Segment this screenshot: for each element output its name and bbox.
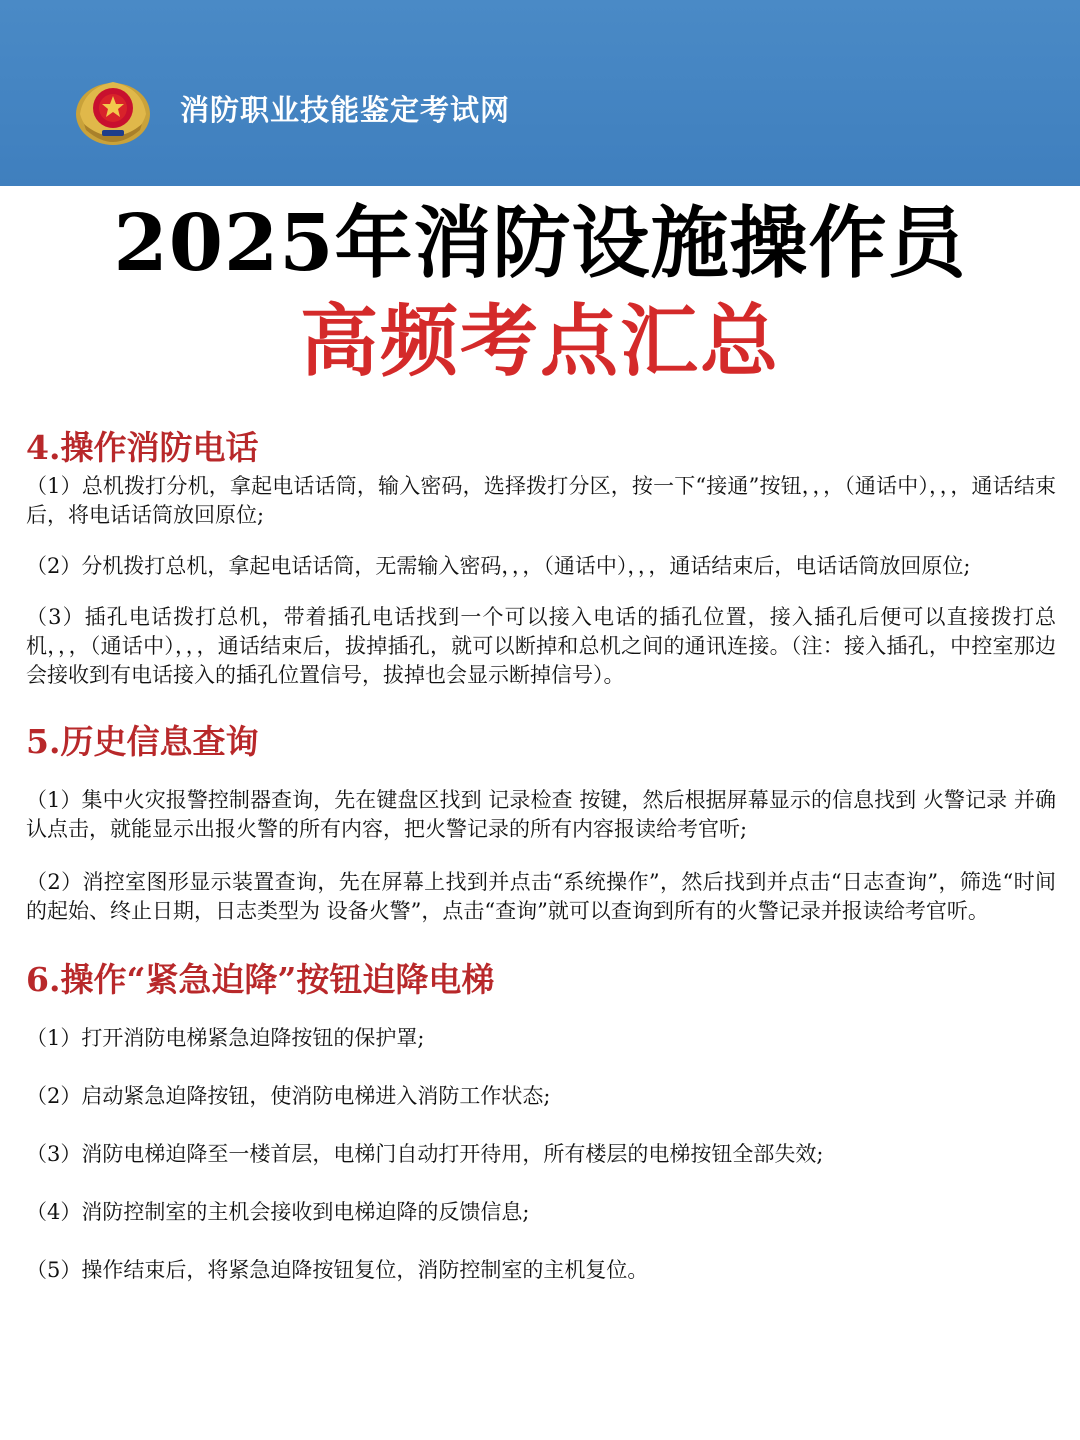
section-paragraph: （2）分机拨打总机，拿起电话话筒，无需输入密码，，，（通话中），，，通话结束后，电话话筒放回原位; [26,554,971,578]
section-heading: 4.操作消防电话 [26,428,259,467]
page-subtitle: 高频考点汇总 [299,296,780,387]
list-item: （2）启动紧急迫降按钮，使消防电梯进入消防工作状态; [26,1084,551,1108]
list-item: （1）打开消防电梯紧急迫降按钮的保护罩; [26,1026,425,1050]
section-5 [26,718,1056,926]
fire-rescue-emblem-icon [74,74,152,146]
site-name: 消防职业技能鉴定考试网 [180,93,511,127]
section-paragraph: （1）总机拨打分机，拿起电话话筒，输入密码，选择拨打分区，按一下“接通”按钮，，，（通话中），，，通话结束后，将电话话筒放回原位; [26,474,1056,527]
section-6 [26,956,1056,1285]
section-paragraph: （3）插孔电话拨打总机，带着插孔电话找到一个可以接入电话的插孔位置，接入插孔后便可以直接拨打总机，，，（通话中），，，通话结束后，拔掉插孔，就可以断掉和总机之间的通讯连接。（注：接入插孔，中控室那边会接收到有电话接入的插孔位置信号，拔掉也会显示断掉信号）。 [26,605,1056,687]
list-item: （5）操作结束后，将紧急迫降按钮复位，消防控制室的主机复位。 [26,1258,649,1282]
section-heading: 5.历史信息查询 [26,722,259,761]
section-4 [26,424,1056,690]
section-paragraph: （1）集中火灾报警控制器查询，先在键盘区找到 记录检查 按键，然后根据屏幕显示的信息找到 火警记录 并确认点击，就能显示出报火警的所有内容，把火警记录的所有内容报读给考官听; [26,788,1056,841]
section-heading: 6.操作“紧急迫降”按钮迫降电梯 [26,960,495,999]
list-item: （4）消防控制室的主机会接收到电梯迫降的反馈信息; [26,1200,530,1224]
header-banner [0,0,1080,186]
page-title: 2025年消防设施操作员 [113,198,967,289]
article-body [26,424,1056,1285]
list-item: （3）消防电梯迫降至一楼首层，电梯门自动打开待用，所有楼层的电梯按钮全部失效; [26,1142,824,1166]
section-paragraph: （2）消控室图形显示装置查询，先在屏幕上找到并点击“系统操作”，然后找到并点击“日志查询”，筛选“时间的起始、终止日期，日志类型为 设备火警”，点击“查询”就可以查询到所有的火警记录并报读给考官听。 [26,870,1056,923]
